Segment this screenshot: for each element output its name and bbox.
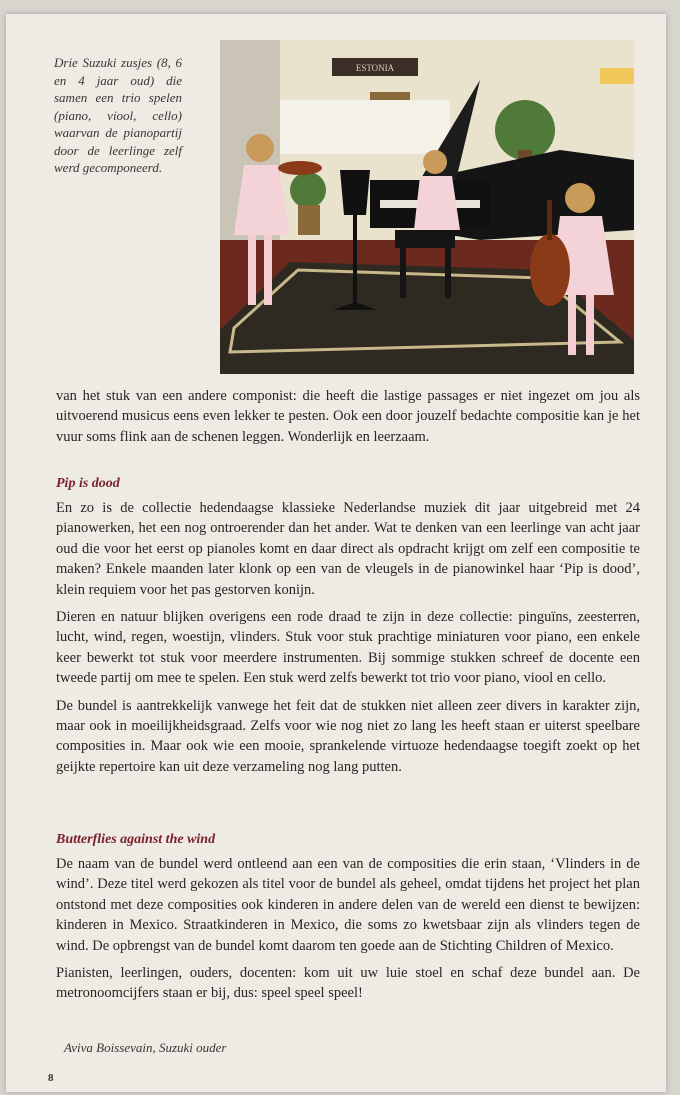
paragraph: En zo is de collectie hedendaagse klassieke Nederlandse muziek dit jaar uitgebreid met 24 pianowerken, het een nog ontroerender dan het ander. Wat te denken van een leerlinge van acht jaar oud die voor het eerst op pianoles komt en daar direct als opdracht krijgt om zelf een compositie te maken? Enkele maanden later klonk op een van de vleugels in de pianowinkel haar ‘Pip is dood’, klein requiem voor het pas gestorven konijn. [56, 500, 640, 598]
wall-lamp [600, 68, 634, 84]
plant-left-pot [298, 205, 320, 235]
violin [278, 161, 322, 175]
section-pip-is-dood-body [56, 498, 640, 784]
cellist-head [565, 183, 595, 213]
wall-sign-text: ESTONIA [355, 63, 395, 73]
paragraph: De bundel is aantrekkelijk vanwege het feit dat de stukken niet alleen zeer divers in karakter zijn, maar ook in moeilijkheidsgraad. Zelfs voor wie nog niet zo lang les heeft staan er uiterst speelbare composities in. Maar ook wie een mooie, sprankelende virtuoze hedendaagse toegift zoekt op het geijkte repertoire kan uit deze verzameling nog lang putten. [56, 697, 640, 775]
section-butterflies-body [56, 854, 640, 1011]
intro-paragraph: van het stuk van een andere componist: die heeft die lastige passages er niet ingezet om jou als uitvoerend musicus eens even lekker te pesten. Ook een door jouzelf bedachte compositie kan je het vuur soms flink aan de schenen leggen. Wonderlijk en leerzaam. [56, 388, 640, 445]
cello [530, 234, 570, 306]
wall-whiteboard [280, 100, 450, 154]
author-signature: Aviva Boissevain, Suzuki ouder [64, 1040, 227, 1055]
piano-bench [395, 230, 455, 248]
trio-photo [220, 40, 634, 374]
paragraph: Pianisten, leerlingen, ouders, docenten: kom uit uw luie stoel en schaf deze bundel aan. De metronoomcijfers staan er bij, dus: speel speel speel! [56, 965, 640, 1002]
plant-left [290, 172, 326, 208]
page-number: 8 [48, 1072, 54, 1084]
photo-illustration [220, 40, 634, 374]
section-heading-butterflies: Butterflies against the wind [56, 832, 216, 847]
paragraph: Dieren en natuur blijken overigens een rode draad te zijn in deze collectie: pinguïns, zeesterren, lucht, wind, regen, woestijn, vlinders. Stuk voor stuk prachtige miniaturen voor piano, een enkele keer bewerkt tot stuk voor meerdere instrumenten. Bij sommige stukken schreef de docente een tweede partij om mee te spelen. Een stuk werd zelfs bewerkt tot trio voor piano, viool en cello. [56, 609, 640, 687]
paragraph: De naam van de bundel werd ontleend aan een van de composities die erin staan, ‘Vlinders in de wind’. Deze titel werd gekozen als titel voor de bundel als geheel, omdat tijdens het project het plan ontstond met deze composities ook kinderen in andere delen van de wereld een dienst te bewijzen: kinderen in Mexico. Straatkinderen in Mexico, die soms zo kwetsbaar zijn als vlinders tegen de wind. De opbrengst van de bundel komt daarom ten goede aan de Stichting Children of Mexico. [56, 856, 640, 954]
magazine-page [6, 14, 666, 1092]
music-stand [340, 170, 370, 215]
photo-caption: Drie Suzuki zusjes (8, 6 en 4 jaar oud) die samen een trio spelen (piano, viool, cello) waarvan de pianopartij door de leerlinge zelf werd gecomponeerd. [54, 55, 182, 175]
violinist-head [246, 134, 274, 162]
pianist-dress [414, 176, 460, 230]
section-heading-pip-is-dood: Pip is dood [56, 476, 120, 491]
pianist-head [423, 150, 447, 174]
